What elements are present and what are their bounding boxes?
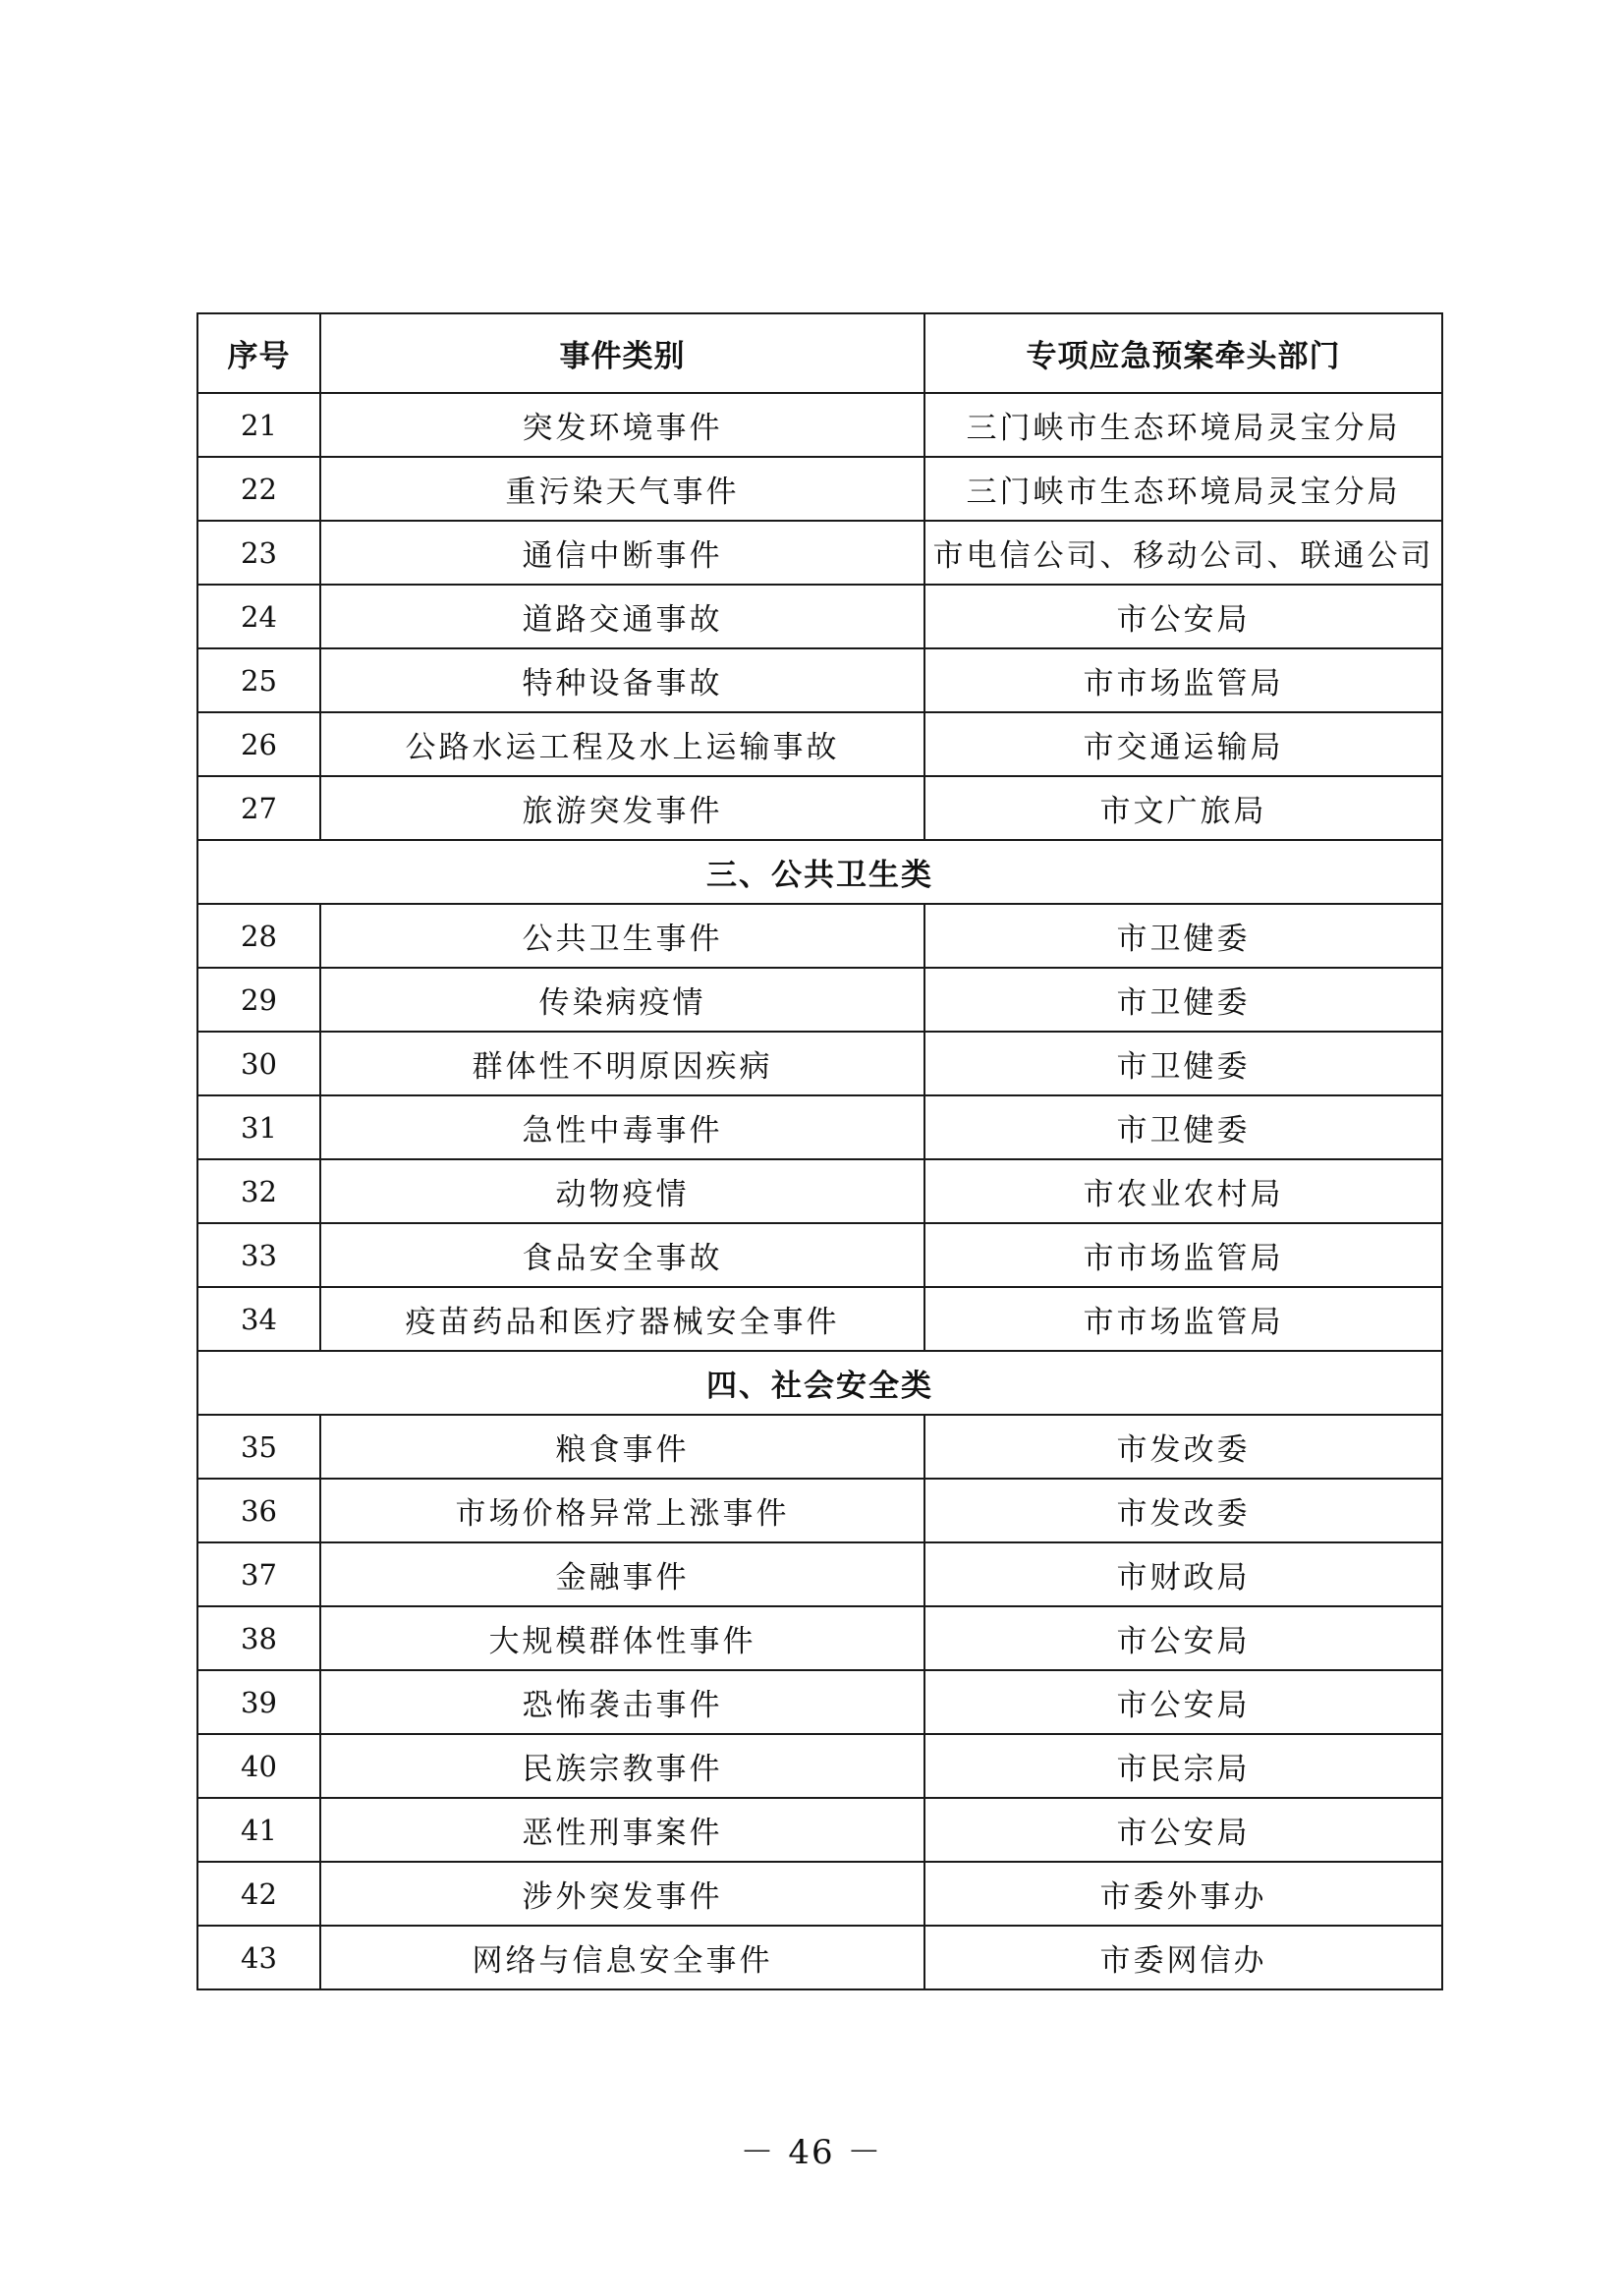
lead-department-cell: 市公安局 (924, 1606, 1442, 1670)
row-number: 42 (197, 1862, 320, 1926)
table-row (197, 1032, 1442, 1095)
table-row (197, 1670, 1442, 1734)
table-row (197, 1798, 1442, 1862)
row-number: 43 (197, 1926, 320, 1989)
row-number: 26 (197, 712, 320, 776)
event-category-cell: 市场价格异常上涨事件 (320, 1479, 924, 1542)
header-row (197, 313, 1442, 393)
event-category-cell: 网络与信息安全事件 (320, 1926, 924, 1989)
header-lead-department: 专项应急预案牵头部门 (924, 313, 1442, 393)
lead-department-cell: 市委外事办 (924, 1862, 1442, 1926)
table-row (197, 1479, 1442, 1542)
lead-department-cell: 市卫健委 (924, 904, 1442, 968)
table-row (197, 585, 1442, 648)
row-number: 21 (197, 393, 320, 457)
table-row (197, 712, 1442, 776)
lead-department-cell: 市卫健委 (924, 1095, 1442, 1159)
event-category-cell: 民族宗教事件 (320, 1734, 924, 1798)
table-row (197, 968, 1442, 1032)
lead-department-cell: 市卫健委 (924, 1032, 1442, 1095)
event-category-cell: 公共卫生事件 (320, 904, 924, 968)
event-category-cell: 粮食事件 (320, 1415, 924, 1479)
lead-department-cell: 市公安局 (924, 585, 1442, 648)
section-heading: 四、社会安全类 (197, 1351, 1442, 1415)
event-category-cell: 特种设备事故 (320, 648, 924, 712)
event-category-cell: 传染病疫情 (320, 968, 924, 1032)
lead-department-cell: 市卫健委 (924, 968, 1442, 1032)
row-number: 27 (197, 776, 320, 840)
event-category-cell: 急性中毒事件 (320, 1095, 924, 1159)
event-category-cell: 突发环境事件 (320, 393, 924, 457)
table-row (197, 1223, 1442, 1287)
row-number: 28 (197, 904, 320, 968)
lead-department-cell: 市交通运输局 (924, 712, 1442, 776)
lead-department-cell: 三门峡市生态环境局灵宝分局 (924, 457, 1442, 521)
row-number: 37 (197, 1542, 320, 1606)
event-category-cell: 食品安全事故 (320, 1223, 924, 1287)
table-body (197, 393, 1442, 1989)
row-number: 25 (197, 648, 320, 712)
event-category-cell: 群体性不明原因疾病 (320, 1032, 924, 1095)
event-category-cell: 重污染天气事件 (320, 457, 924, 521)
table-row (197, 1862, 1442, 1926)
event-category-cell: 疫苗药品和医疗器械安全事件 (320, 1287, 924, 1351)
row-number: 39 (197, 1670, 320, 1734)
row-number: 41 (197, 1798, 320, 1862)
table-row (197, 1095, 1442, 1159)
page-number: － 46 － (740, 2133, 883, 2172)
event-category-cell: 涉外突发事件 (320, 1862, 924, 1926)
row-number: 30 (197, 1032, 320, 1095)
table-row (197, 1734, 1442, 1798)
table-row (197, 648, 1442, 712)
lead-department-cell: 市市场监管局 (924, 648, 1442, 712)
lead-department-cell: 市文广旅局 (924, 776, 1442, 840)
lead-department-cell: 市委网信办 (924, 1926, 1442, 1989)
lead-department-cell: 市民宗局 (924, 1734, 1442, 1798)
table-row (197, 1606, 1442, 1670)
row-number: 32 (197, 1159, 320, 1223)
event-category-cell: 旅游突发事件 (320, 776, 924, 840)
lead-department-cell: 市公安局 (924, 1670, 1442, 1734)
row-number: 40 (197, 1734, 320, 1798)
section-row (197, 1351, 1442, 1415)
row-number: 35 (197, 1415, 320, 1479)
table-row (197, 1926, 1442, 1989)
table-row (197, 1287, 1442, 1351)
table-row (197, 521, 1442, 585)
row-number: 24 (197, 585, 320, 648)
row-number: 36 (197, 1479, 320, 1542)
event-category-cell: 大规模群体性事件 (320, 1606, 924, 1670)
lead-department-cell: 市农业农村局 (924, 1159, 1442, 1223)
event-category-cell: 金融事件 (320, 1542, 924, 1606)
row-number: 33 (197, 1223, 320, 1287)
row-number: 23 (197, 521, 320, 585)
lead-department-cell: 三门峡市生态环境局灵宝分局 (924, 393, 1442, 457)
row-number: 38 (197, 1606, 320, 1670)
lead-department-cell: 市公安局 (924, 1798, 1442, 1862)
plan-table (196, 312, 1443, 1990)
table-row (197, 1542, 1442, 1606)
event-category-cell: 恐怖袭击事件 (320, 1670, 924, 1734)
row-number: 31 (197, 1095, 320, 1159)
table-row (197, 393, 1442, 457)
lead-department-cell: 市发改委 (924, 1479, 1442, 1542)
table-row (197, 1415, 1442, 1479)
table-row (197, 776, 1442, 840)
table-row (197, 1159, 1442, 1223)
event-category-cell: 公路水运工程及水上运输事故 (320, 712, 924, 776)
lead-department-cell: 市电信公司、移动公司、联通公司 (924, 521, 1442, 585)
row-number: 22 (197, 457, 320, 521)
event-category-cell: 通信中断事件 (320, 521, 924, 585)
header-seq: 序号 (197, 313, 320, 393)
lead-department-cell: 市财政局 (924, 1542, 1442, 1606)
section-heading: 三、公共卫生类 (197, 840, 1442, 904)
header-event-category: 事件类别 (320, 313, 924, 393)
row-number: 34 (197, 1287, 320, 1351)
event-category-cell: 道路交通事故 (320, 585, 924, 648)
lead-department-cell: 市市场监管局 (924, 1287, 1442, 1351)
lead-department-cell: 市发改委 (924, 1415, 1442, 1479)
event-category-cell: 动物疫情 (320, 1159, 924, 1223)
event-category-cell: 恶性刑事案件 (320, 1798, 924, 1862)
row-number: 29 (197, 968, 320, 1032)
section-row (197, 840, 1442, 904)
table-row (197, 457, 1442, 521)
lead-department-cell: 市市场监管局 (924, 1223, 1442, 1287)
table-row (197, 904, 1442, 968)
